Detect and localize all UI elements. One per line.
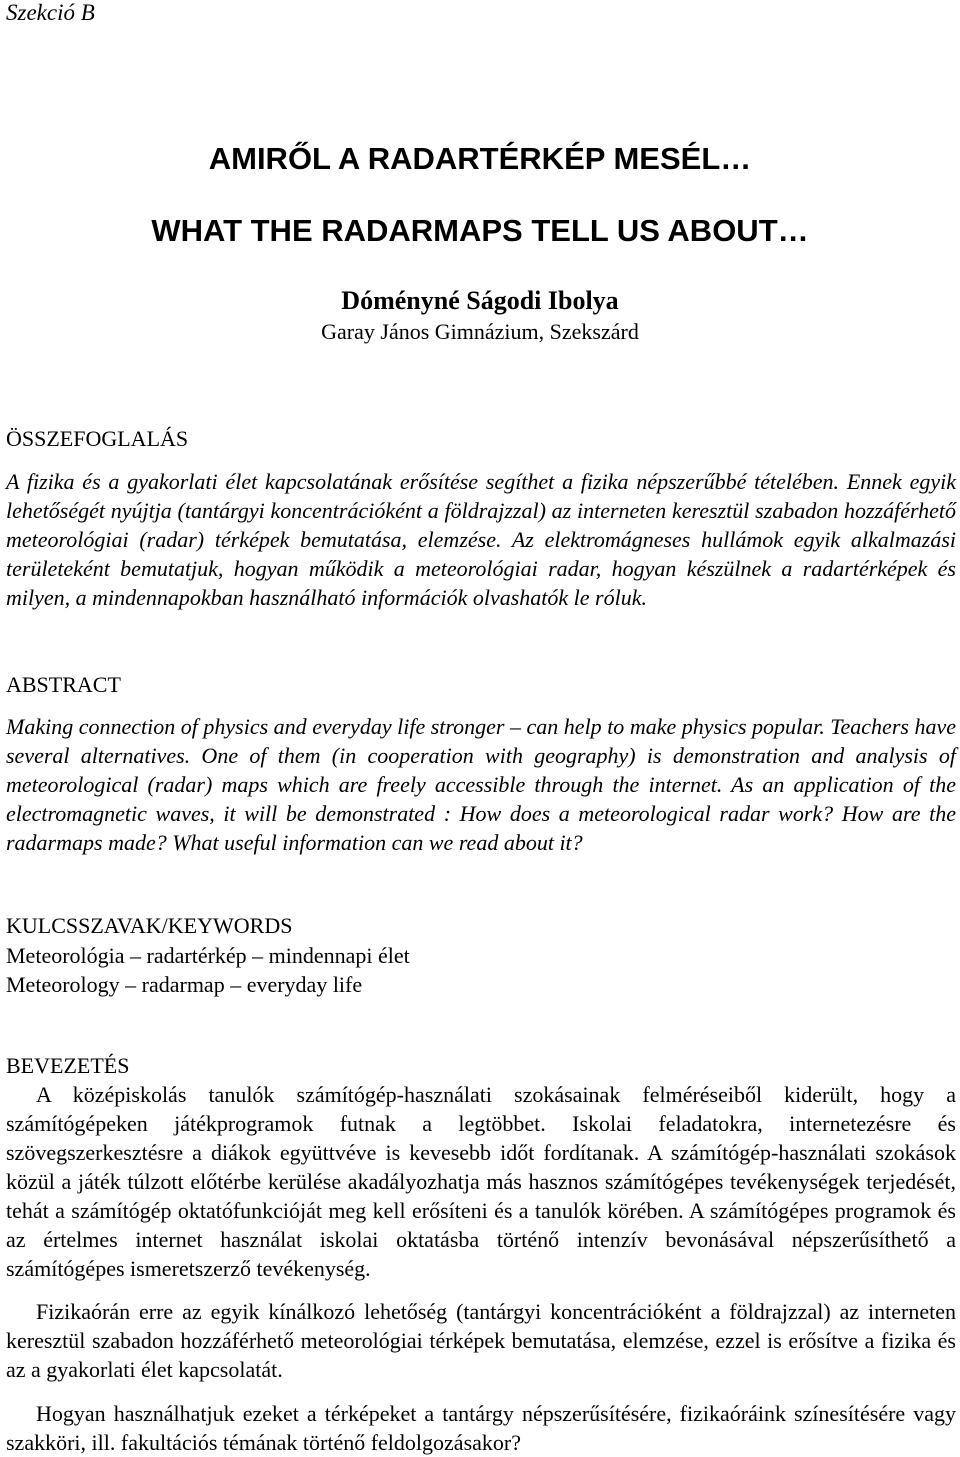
intro-paragraph: A középiskolás tanulók számítógép-használati szokásainak felméréseiből kiderült, hogy a számítógépeken játékprogramok futnak a legtöbbet. Iskolai feladatokra, internetezésre és szövegszerkesztésre a diákok együttvéve is kevesebb időt fordítanak. A számítógép-használati szokások közül a játék túlzott előtérbe kerülése akadályozhatja más hasznos számítógépes tevékenységek terjedését, tehát a számítógép oktatófunkcióját meg kell erősíteni és a tanulók körében. A számítógépes programok és az értelmes internet használat iskolai oktatásba történő intenzív bevonásával népszerűsíthető a számítógépes ismeretszerző tevékenység.: [6, 1082, 956, 1281]
abstract-text: Making connection of physics and everyday life stronger – can help to make physics popular. Teachers have several alternatives. One of them (in cooperation with geography) is demonstration and analysis of meteorological (radar) maps which are freely accessible through the internet. As an application of the electromagnetic waves, it will be demonstrated : How does a meteorological radar work? How are the radarmaps made? What useful information can we read about it?: [6, 714, 956, 855]
keywords-heading: KULCSSZAVAK/KEYWORDS: [6, 913, 293, 938]
keywords-english: Meteorology – radarmap – everyday life: [6, 972, 363, 997]
author-name: Dóményné Ságodi Ibolya: [341, 286, 619, 315]
title-hungarian: AMIRŐL A RADARTÉRKÉP MESÉL…: [208, 141, 752, 176]
summary-text: A fizika és a gyakorlati élet kapcsolatának erősítése segíthet a fizika népszerűbbé tételében. Ennek egyik lehetőségét nyújtja (tantárgyi koncentrációként a földrajzzal) az interneten keresztül szabadon hozzáférhető meteorológiai (radar) térképek bemutatása, elemzése. Az elektromágneses hullámok egyik alkalmazási területeként bemutatjuk, hogyan működik a meteorológiai radar, hogyan készülnek a radartérképek és milyen, a mindennapokban használható információk olvashatók le róluk.: [6, 469, 956, 610]
abstract-heading: ABSTRACT: [6, 672, 121, 697]
summary-heading: ÖSSZEFOGLALÁS: [6, 426, 189, 451]
intro-paragraph: Hogyan használhatjuk ezeket a térképeket a tantárgy népszerűsítésére, fizikaóráink színesítésére vagy szakköri, ill. fakultációs témának történő feldolgozásakor?: [6, 1401, 956, 1455]
keywords-block: [6, 941, 956, 999]
keywords-hungarian: Meteorológia – radartérkép – mindennapi élet: [6, 943, 410, 968]
title-english: WHAT THE RADARMAPS TELL US ABOUT…: [151, 213, 809, 248]
section-header: Szekció B: [6, 0, 95, 25]
author-affiliation: Garay János Gimnázium, Szekszárd: [321, 319, 639, 344]
intro-paragraph: Fizikaórán erre az egyik kínálkozó lehetőség (tantárgyi koncentrációként a földrajzzal) az interneten keresztül szabadon hozzáférhető meteorológiai térképek bemutatása, elemzése, ezzel is erősítve a fizika és az a gyakorlati élet kapcsolatát.: [6, 1299, 956, 1382]
intro-heading: BEVEZETÉS: [6, 1053, 130, 1078]
